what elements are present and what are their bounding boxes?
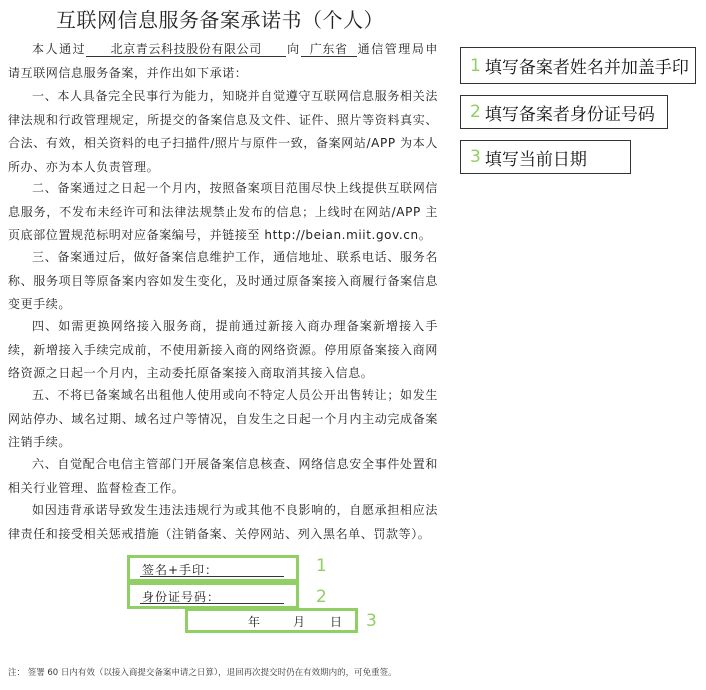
month-label: 月 [293, 615, 306, 629]
id-number-box[interactable] [127, 582, 299, 609]
callout-2 [460, 95, 668, 129]
clause-2: 二、备案通过之日起一个月内，按照备案项目范围尽快上线提供互联网信息服务，不发布未经许可和法律法规禁止发布的信息；上线时在网站/APP 主页底部位置规范标明对应备案编号，并链接至 http://beian.miit.gov.cn。 [8, 181, 438, 242]
date-number: 3 [366, 611, 377, 631]
callout-3 [460, 140, 631, 174]
province-field: 广东省 [301, 42, 357, 57]
clause-6: 六、自觉配合电信主管部门开展备案信息核查、网络信息安全事件处置和相关行业管理、监督检查工作。 [8, 457, 438, 495]
callout-1-text: 填写备案者姓名并加盖手印 [484, 58, 689, 78]
callout-3-number: 3 [470, 147, 481, 167]
signature-number: 1 [316, 556, 327, 576]
intro-paragraph: 本人通过 北京青云科技股份有限公司 向 广东省 通信管理局申请互联网信息服务备案，并作出如下承诺： [8, 42, 438, 80]
clause-3: 三、备案通过后，做好备案信息维护工作，通信地址、联系电话、服务名称、服务项目等原备案内容如发生变化，及时通过原备案接入商履行备案信息变更手续。 [8, 250, 438, 311]
clause-5: 五、不将已备案域名出租他人使用或向不特定人员公开出售转让；如发生网站停办、域名过期、域名过户等情况，自发生之日起一个月内主动完成备案注销手续。 [8, 388, 438, 449]
day-label: 日 [330, 615, 343, 629]
signature-line [140, 576, 284, 577]
company-field: 北京青云科技股份有限公司 [86, 42, 286, 57]
callout-3-text: 填写当前日期 [484, 149, 587, 170]
id-number-number: 2 [316, 587, 327, 607]
id-number-label: 身份证号码： [142, 590, 221, 604]
document-title: 互联网信息服务备案承诺书（个人） [56, 8, 384, 32]
clause-4: 四、如需更换网络接入服务商，提前通过新接入商办理备案新增接入手续，新增接入手续完成前，不使用新接入商的网络资源。停用原备案接入商网络资源之日起一个月内，主动委托原备案接入商取消其接入信息。 [8, 319, 438, 380]
signature-label: 签名+手印： [142, 563, 219, 577]
year-label: 年 [248, 615, 261, 629]
clause-1: 一、本人具备完全民事行为能力，知晓并自觉遵守互联网信息服务相关法律法规和行政管理规定，所提交的备案信息及文件、证件、照片等资料真实、合法、有效，相关资料的电子扫描件/照片与原件一致，备案网站/APP 为本人所办、亦为本人负责管理。 [8, 89, 438, 174]
callout-2-text: 填写备案者身份证号码 [484, 104, 655, 125]
date-box[interactable] [185, 608, 358, 633]
signature-box[interactable] [127, 555, 299, 582]
footnote: 注： 签署 60 日内有效（以接入商提交备案申请之日算），退回再次提交时仍在有效期内的，可免重签。 [8, 668, 397, 678]
callout-1 [460, 47, 696, 84]
callout-2-number: 2 [470, 102, 481, 122]
liability-clause: 如因违背承诺导致发生违法违规行为或其他不良影响的，自愿承担相应法律责任和接受相关惩戒措施（注销备案、关停网站、列入黑名单、罚款等）。 [8, 503, 438, 541]
callout-1-number: 1 [470, 55, 481, 76]
id-number-line [140, 603, 284, 604]
